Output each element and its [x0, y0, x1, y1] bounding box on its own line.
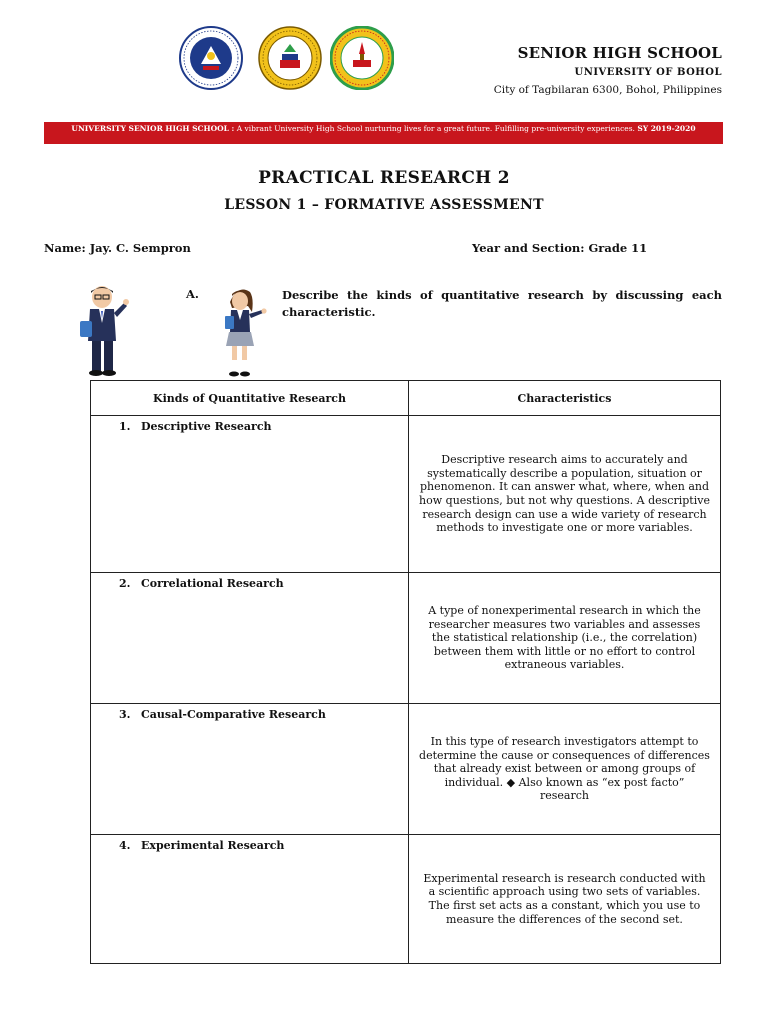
- page-title: PRACTICAL RESEARCH 2: [258, 168, 510, 188]
- research-kinds-table: [90, 380, 721, 964]
- banner-label: UNIVERSITY SENIOR HIGH SCHOOL :: [71, 124, 235, 133]
- kind-label: Descriptive Research: [141, 420, 272, 433]
- lesson-title: LESSON 1 – FORMATIVE ASSESSMENT: [224, 197, 544, 213]
- school-info: [494, 44, 722, 96]
- school-address: City of Tagbilaran 6300, Bohol, Philippines: [493, 84, 722, 96]
- kind-cell: [91, 835, 409, 964]
- student-boy-illustration: [76, 283, 132, 378]
- year-section: Year and Section: Grade 11: [472, 241, 648, 255]
- table-header-row: [91, 381, 721, 416]
- kind-cell: [91, 416, 409, 573]
- university-name: UNIVERSITY OF BOHOL: [574, 67, 722, 78]
- kind-label: Causal-Comparative Research: [141, 708, 326, 721]
- kind-cell: [91, 704, 409, 835]
- student-girl-illustration: [218, 286, 270, 379]
- table-row: [91, 835, 721, 964]
- section-letter: A.: [186, 287, 199, 301]
- deped-seal-icon: [179, 26, 243, 90]
- table-row: [91, 704, 721, 835]
- row-number: 3.: [119, 708, 131, 721]
- university-of-bohol-logo: [258, 26, 322, 90]
- table-row: [91, 573, 721, 704]
- row-number: 1.: [119, 420, 131, 433]
- student-name: Name: Jay. C. Sempron: [44, 241, 191, 255]
- kind-label: Correlational Research: [141, 577, 284, 590]
- characteristic-cell: A type of nonexperimental research in which the researcher measures two variables and assesses the statistical relationship (i.e., the correlation) between them with little or no effort to control extraneous variables.: [409, 573, 721, 704]
- university-high-school-logo: [330, 26, 394, 90]
- ub-seal-icon: [258, 26, 322, 90]
- row-number: 2.: [119, 577, 131, 590]
- characteristic-cell: Descriptive research aims to accurately and systematically describe a population, situation or phenomenon. It can answer what, where, when and how questions, but not why questions. A descriptive research design can use a wide variety of research methods to investigate one or more variables.: [409, 416, 721, 573]
- banner-sy: SY 2019-2020: [637, 124, 696, 133]
- header-kinds: Kinds of Quantitative Research: [91, 381, 409, 416]
- girl-student-icon: [218, 286, 270, 379]
- row-number: 4.: [119, 839, 131, 852]
- characteristic-cell: In this type of research investigators attempt to determine the cause or consequences of differences that already exist between or among groups of individual. ◆ Also known as “ex post facto” research: [409, 704, 721, 835]
- kind-cell: [91, 573, 409, 704]
- section-instruction: Describe the kinds of quantitative research by discussing each characteristic.: [282, 288, 722, 319]
- deped-logo: [179, 26, 243, 90]
- school-name: SENIOR HIGH SCHOOL: [517, 44, 722, 62]
- header-characteristics: Characteristics: [409, 381, 721, 416]
- banner-text: A vibrant University High School nurturing lives for a great future. Fulfilling pre-university experiences.: [234, 124, 638, 133]
- characteristic-cell: Experimental research is research conducted with a scientific approach using two sets of variables. The first set acts as a constant, which you use to measure the differences of the second set.: [409, 835, 721, 964]
- ush-seal-icon: [330, 26, 394, 90]
- boy-student-icon: [76, 283, 132, 378]
- school-banner: [44, 122, 723, 144]
- kind-label: Experimental Research: [141, 839, 285, 852]
- table-row: [91, 416, 721, 573]
